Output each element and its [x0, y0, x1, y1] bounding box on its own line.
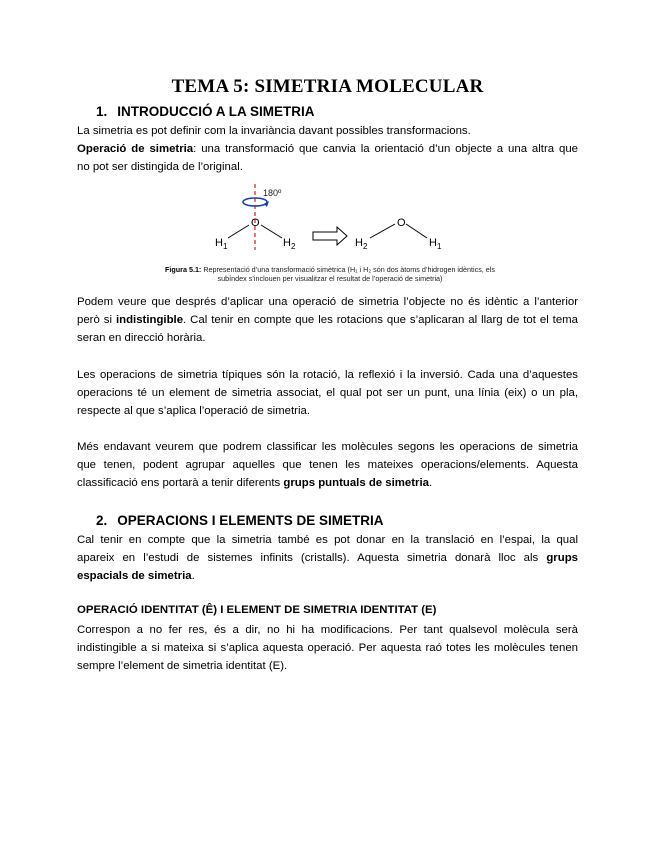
bond-line	[228, 225, 249, 238]
text-fragment: . Cal tenir en compte que les rotacions que s’aplicaran al llarg de tot el tema	[183, 314, 579, 326]
transform-arrow-icon	[313, 227, 347, 245]
text-line: indistingible a si mateixa si s’aplica aquesta operació. Per aquesta raó totes les molècules tenen	[77, 642, 578, 654]
subsection-heading-identitat: OPERACIÓ IDENTITAT (Ê) I ELEMENT DE SIMETRIA IDENTITAT (E)	[77, 604, 437, 616]
section-title: INTRODUCCIÓ A LA SIMETRIA	[117, 104, 315, 119]
text-line	[77, 549, 578, 567]
atom-label-h2: $H_2$	[355, 237, 368, 251]
text-fragment: : una transformació que canvia la orientació d’un objecte a una altra que	[193, 143, 578, 155]
caption-line: subíndex s’inclouen per visualitzar el resultat de l’operació de simetria)	[217, 274, 443, 283]
paragraph-identitat	[77, 621, 578, 675]
text-line: no pot ser distingida de l’original.	[77, 161, 243, 173]
text-line: Correspon a no fer res, és a dir, no hi ha modificacions. Per tant qualsevol molècula serà	[77, 624, 578, 636]
bold-term: indistingible	[115, 314, 184, 326]
text-line: sempre l’element de simetria identitat (E).	[77, 660, 288, 672]
text-line: Podem veure que després d’aplicar una operació de simetria l’objecte no és idèntic a l’anterior	[77, 296, 578, 308]
section-heading-introduccio	[96, 104, 315, 119]
caption-text: Representació d’una transformació simètrica (H₁ i H₂ són dos àtoms d’hidrogen idèntics, els	[201, 265, 495, 274]
atom-label-h1: $H_1$	[429, 237, 442, 251]
text-fragment: classificació ens portarà a tenir diferents	[77, 477, 284, 489]
paragraph-indistingible	[77, 293, 578, 347]
molecule-rotation-figure	[205, 182, 465, 260]
angle-label: 180º	[263, 188, 282, 198]
atom-label-o: O	[251, 217, 260, 229]
bold-term: Operació de simetria	[77, 143, 194, 155]
text-fragment: .	[428, 477, 433, 489]
paragraph-grups-puntuals	[77, 438, 578, 492]
intro-paragraph	[77, 122, 578, 176]
text-fragment: però si	[77, 314, 116, 326]
text-line	[77, 140, 578, 158]
bold-term: grups puntuals de simetria	[283, 477, 429, 489]
bond-line	[261, 225, 282, 238]
text-line: seran en direcció horària.	[77, 332, 206, 344]
text-line: Més endavant veurem que podrem classificar les molècules segons les operacions de simetria	[77, 441, 578, 453]
figure-caption	[130, 265, 530, 283]
bold-term: grups	[546, 552, 578, 564]
bond-line	[370, 224, 395, 238]
text-line: respecte al que s’aplica l’operació de simetria.	[77, 405, 310, 417]
page-title: TEMA 5: SIMETRIA MOLECULAR	[171, 76, 484, 97]
text-line: que tenen, podent agrupar aquelles que tenen les mateixes operacions/elements. Aquesta	[77, 459, 578, 471]
paragraph-grups-espacials	[77, 531, 578, 585]
text-line: Cal tenir en compte que la simetria també es pot donar en la translació en l’espai, la qual	[77, 534, 578, 546]
atom-label-h1: $H_1$	[215, 237, 228, 251]
text-fragment: .	[191, 570, 195, 582]
section-heading-operacions	[96, 513, 384, 528]
section-title: OPERACIONS I ELEMENTS DE SIMETRIA	[117, 513, 384, 528]
bond-line	[406, 224, 427, 238]
text-fragment: apareix en l’estudi de sistemes infinits (cristalls). Aquesta simetria donarà lloc als	[77, 552, 547, 564]
text-line: operacions té un element de simetria associat, el qual pot ser un punt, una línia (eix) o un pla,	[77, 387, 578, 399]
caption-label: Figura 5.1:	[164, 265, 202, 274]
text-line: La simetria es pot definir com la invariància davant possibles transformacions.	[77, 125, 471, 137]
section-number: 2.	[96, 513, 108, 528]
atom-label-o: O	[397, 217, 406, 229]
caption-line	[130, 265, 530, 274]
text-line	[77, 567, 578, 585]
text-line: Les operacions de simetria típiques són la rotació, la reflexió i la inversió. Cada una d’aquestes	[77, 369, 578, 381]
section-number: 1.	[96, 104, 108, 119]
text-line	[77, 474, 578, 492]
paragraph-operacions	[77, 366, 578, 420]
bold-term: espacials de simetria	[77, 570, 192, 582]
atom-label-h2: $H_2$	[283, 237, 296, 251]
text-line	[77, 311, 578, 329]
